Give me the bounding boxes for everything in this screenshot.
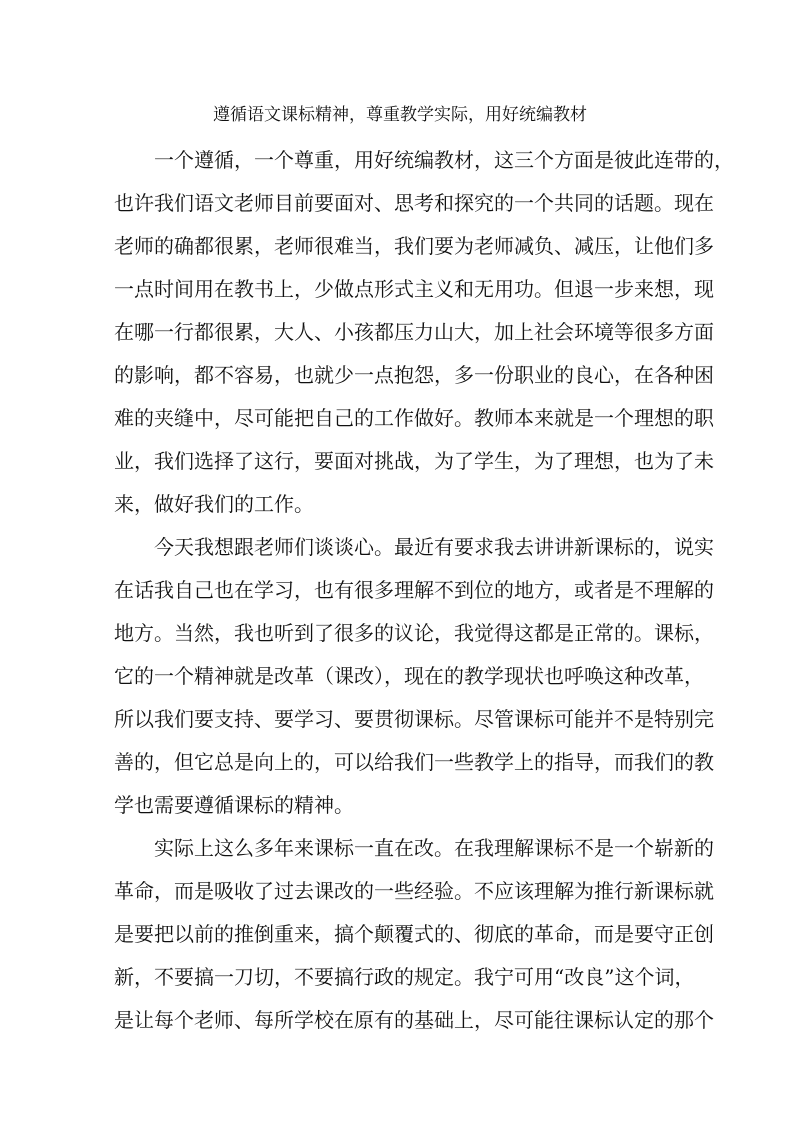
paragraph-2-line-3: 地方。当然，我也听到了很多的议论，我觉得这都是正常的。课标， [114,621,714,645]
paragraph-2-line-7: 学也需要遵循课标的精神。 [114,793,354,817]
paragraph-3-line-4: 新，不要搞一刀切，不要搞行政的规定。我宁可用“改良”这个词， [114,965,695,989]
paragraph-3-line-2: 革命，而是吸收了过去课改的一些经验。不应该理解为推行新课标就 [114,879,714,903]
paragraph-3-line-3: 是要把以前的推倒重来，搞个颠覆式的、彻底的革命，而是要守正创 [114,922,714,946]
paragraph-1-line-5: 在哪一行都很累，大人、小孩都压力山大，加上社会环境等很多方面 [114,320,714,344]
paragraph-1-line-2: 也许我们语文老师目前要面对、思考和探究的一个共同的话题。现在 [114,191,714,215]
paragraph-2-line-1: 今天我想跟老师们谈谈心。最近有要求我去讲讲新课标的，说实 [154,535,714,559]
paragraph-1-line-7: 难的夹缝中，尽可能把自己的工作做好。教师本来就是一个理想的职 [114,406,714,430]
paragraph-2-line-4: 它的一个精神就是改革（课改），现在的教学现状也呼唤这种改革， [114,664,704,688]
paragraph-1-line-1: 一个遵循，一个尊重，用好统编教材，这三个方面是彼此连带的， [154,148,734,172]
paragraph-2-line-6: 善的，但它总是向上的，可以给我们一些教学上的指导，而我们的教 [114,750,714,774]
paragraph-1-line-6: 的影响，都不容易，也就少一点抱怨，多一份职业的良心，在各种困 [114,363,714,387]
paragraph-3-line-5: 是让每个老师、每所学校在原有的基础上，尽可能往课标认定的那个 [114,1008,714,1032]
paragraph-2-line-5: 所以我们要支持、要学习、要贯彻课标。尽管课标可能并不是特别完 [114,707,714,731]
paragraph-3-line-1: 实际上这么多年来课标一直在改。在我理解课标不是一个崭新的 [154,836,714,860]
paragraph-1-line-9: 来，做好我们的工作。 [114,492,314,516]
paragraph-1-line-3: 老师的确都很累，老师很难当，我们要为老师减负、减压，让他们多 [114,234,714,258]
paragraph-1-line-4: 一点时间用在教书上，少做点形式主义和无用功。但退一步来想，现 [114,277,714,301]
paragraph-1-line-8: 业，我们选择了这行，要面对挑战，为了学生，为了理想，也为了未 [114,449,714,473]
document-title: 遵循语文课标精神，尊重教学实际，用好统编教材 [213,105,587,125]
paragraph-2-line-2: 在话我自己也在学习，也有很多理解不到位的地方，或者是不理解的 [114,578,714,602]
